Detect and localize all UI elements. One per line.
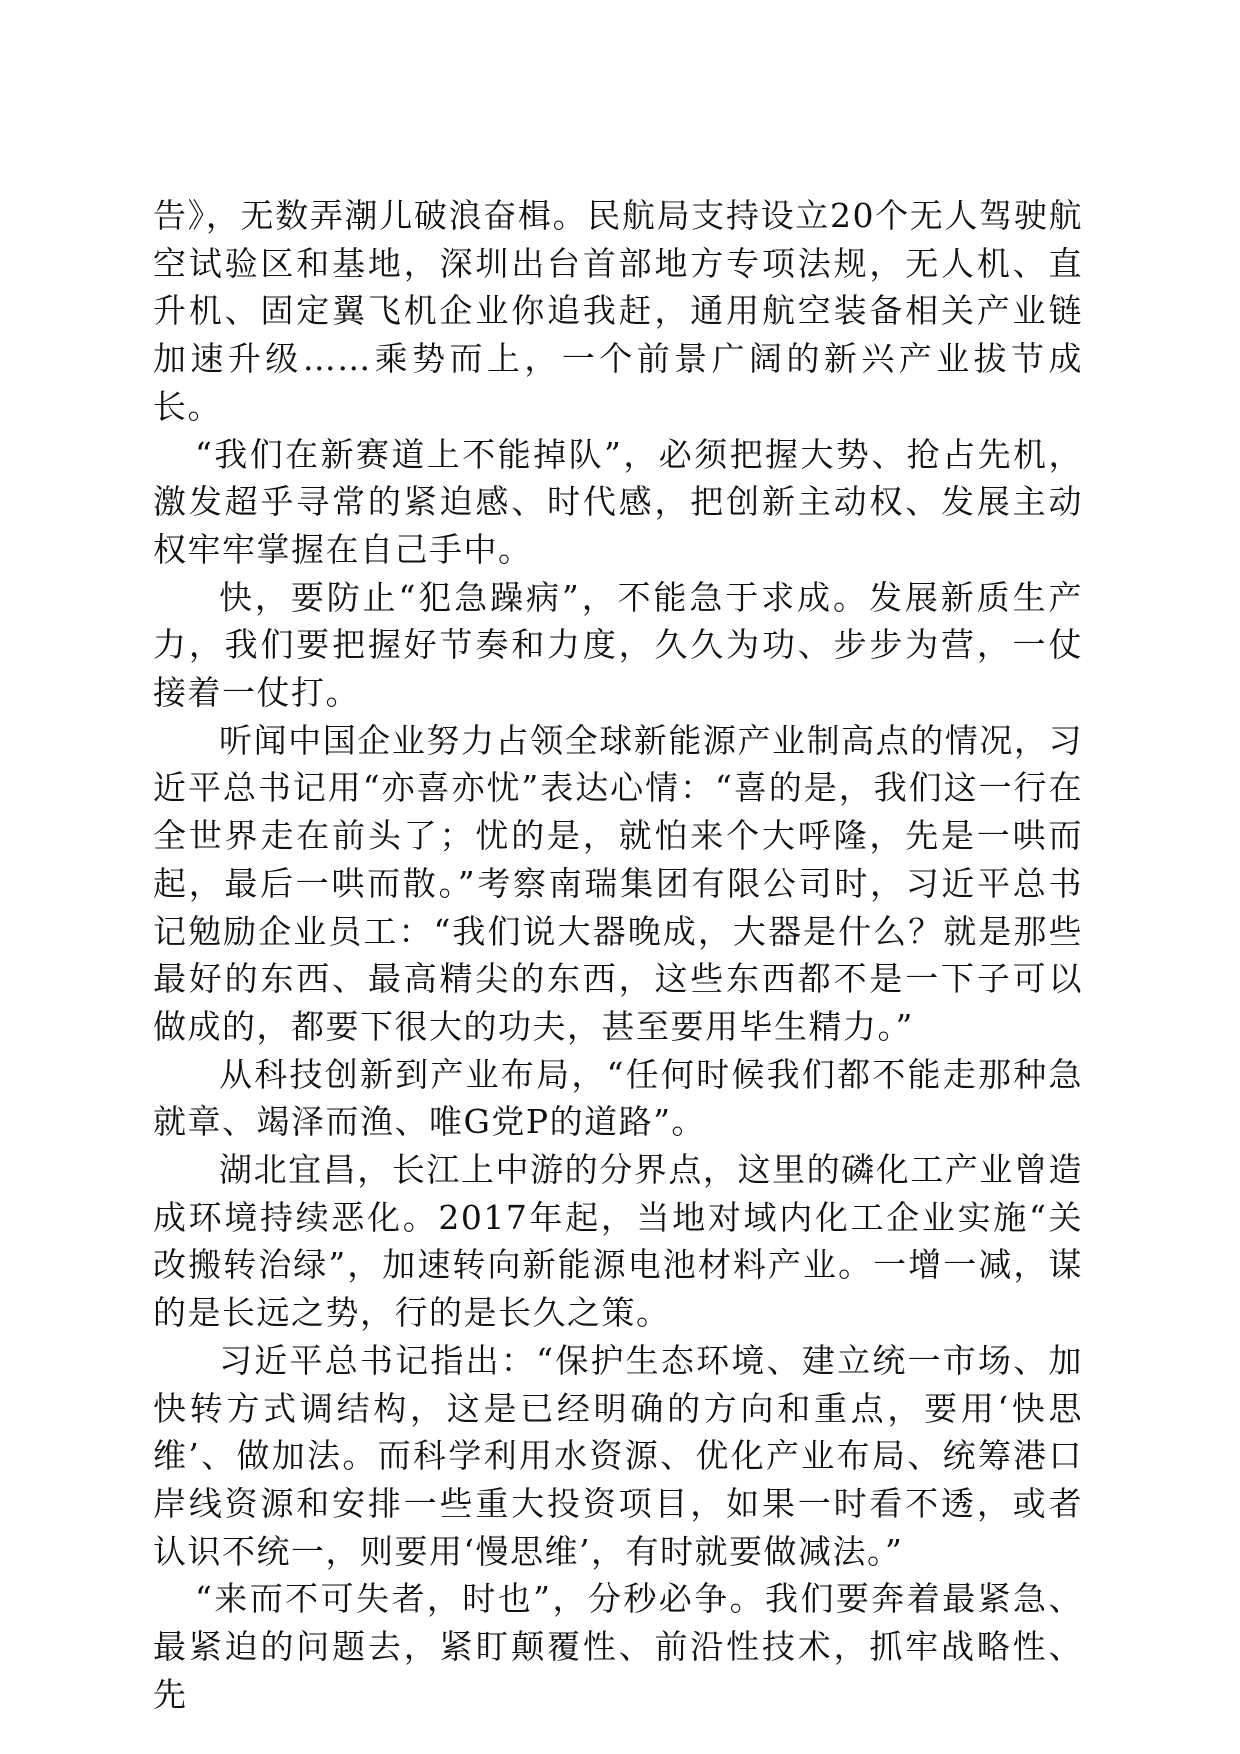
paragraph-2: “我们在新赛道上不能掉队”，必须把握大势、抢占先机，激发超乎寻常的紧迫感、时代感，把创新主动权、发展主动权牢牢掌握在自己手中。 [153, 434, 1083, 569]
paragraph-6: 湖北宜昌，长江上中游的分界点，这里的磷化工产业曾造成环境持续恶化。2017年起，当地对域内化工企业实施“关改搬转治绿”，加速转向新能源电池材料产业。一增一减，谋的是长远之势，行的是长久之策。 [153, 1150, 1083, 1333]
paragraph-4: 听闻中国企业努力占领全球新能源产业制高点的情况，习近平总书记用“亦喜亦忧”表达心情：“喜的是，我们这一行在全世界走在前头了；忧的是，就怕来个大呼隆，先是一哄而起，最后一哄而散。”考察南瑞集团有限公司时，习近平总书记勉励企业员工：“我们说大器晚成，大器是什么？就是那些最好的东西、最高精尖的东西，这些东西都不是一下子可以做成的，都要下很大的功夫，甚至要用毕生精力。” [153, 720, 1083, 1046]
article-body [153, 192, 1083, 1719]
paragraph-7: 习近平总书记指出：“保护生态环境、建立统一市场、加快转方式调结构，这是已经明确的方向和重点，要用‘快思维’、做加法。而科学利用水资源、优化产业布局、统筹港口岸线资源和安排一些重大投资项目，如果一时看不透，或者认识不统一，则要用‘慢思维’，有时就要做减法。” [153, 1340, 1083, 1571]
paragraph-1: 告》，无数弄潮儿破浪奋楫。民航局支持设立20个无人驾驶航空试验区和基地，深圳出台首部地方专项法规，无人机、直升机、固定翼飞机企业你追我赶，通用航空装备相关产业链加速升级……乘势而上，一个前景广阔的新兴产业拔节成长。 [153, 196, 1083, 426]
paragraph-8: “来而不可失者，时也”，分秒必争。我们要奔着最紧急、最紧迫的问题去，紧盯颠覆性、前沿性技术，抓牢战略性、先 [153, 1579, 1083, 1714]
paragraph-5: 从科技创新到产业布局，“任何时候我们都不能走那种急就章、竭泽而渔、唯G党P的道路”。 [153, 1054, 1083, 1142]
paragraph-3: 快，要防止“犯急躁病”，不能急于求成。发展新质生产力，我们要把握好节奏和力度，久久为功、步步为营，一仗接着一仗打。 [153, 577, 1083, 713]
